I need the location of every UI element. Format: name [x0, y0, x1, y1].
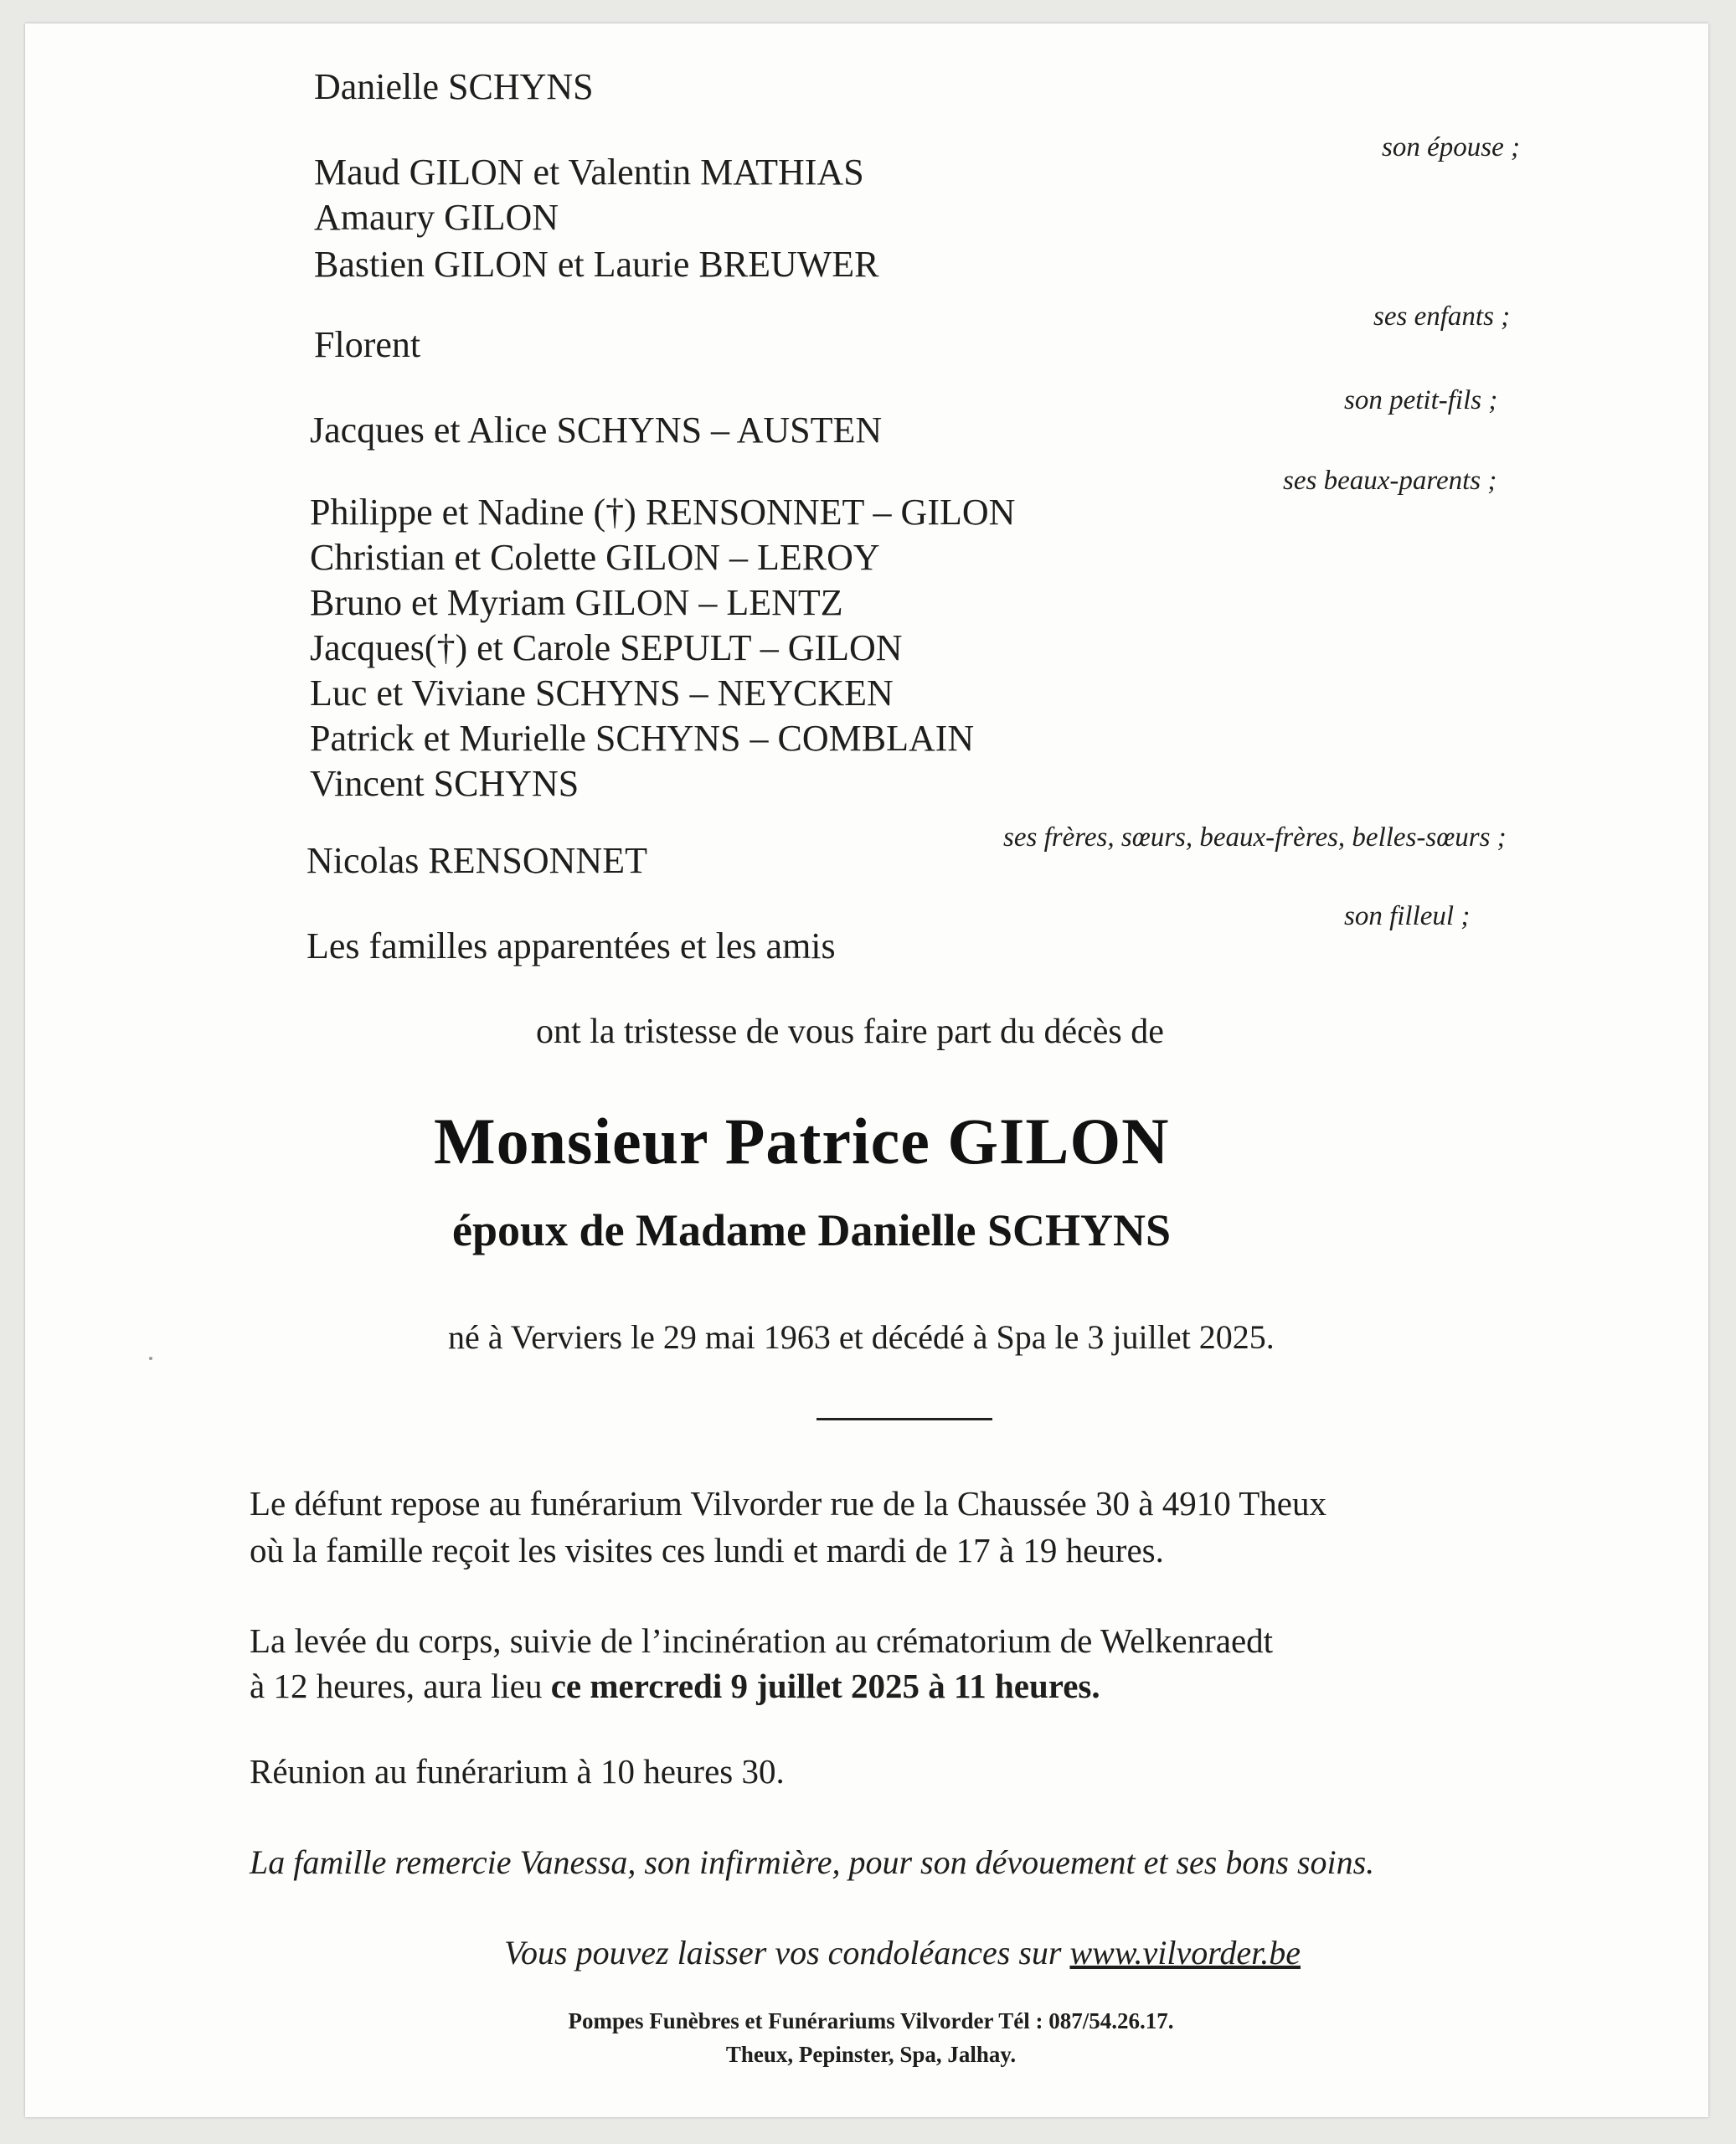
family-name: Jacques(†) et Carole SEPULT – GILON [310, 627, 903, 668]
relation-label: son filleul ; [1344, 901, 1471, 931]
divider [816, 1418, 992, 1420]
spouse-line: époux de Madame Danielle SCHYNS [452, 1205, 1172, 1255]
family-name: Les familles apparentées et les amis [307, 925, 836, 966]
family-name: Florent [314, 324, 421, 365]
family-name: Amaury GILON [314, 197, 559, 238]
visiting-hours-line: où la famille reçoit les visites ces lundi et mardi de 17 à 19 heures. [250, 1531, 1164, 1569]
relation-label: son épouse ; [1382, 132, 1520, 162]
family-name: Patrick et Murielle SCHYNS – COMBLAIN [310, 718, 975, 759]
family-name: Bastien GILON et Laurie BREUWER [314, 244, 879, 285]
ceremony-time-text: à 12 heures, aura lieu [250, 1667, 551, 1705]
thanks-line: La famille remercie Vanessa, son infirmière, pour son dévouement et ses bons soins. [250, 1843, 1375, 1881]
family-name: Nicolas RENSONNET [307, 840, 647, 881]
ceremony-line: La levée du corps, suivie de l’incinération au crématorium de Welkenraedt [250, 1621, 1274, 1660]
deceased-name: Monsieur Patrice GILON [434, 1105, 1170, 1178]
family-name: Maud GILON et Valentin MATHIAS [314, 152, 864, 193]
relation-label: ses enfants ; [1373, 302, 1511, 332]
condolences-text: Vous pouvez laisser vos condoléances sur [504, 1934, 1070, 1971]
family-name: Christian et Colette GILON – LEROY [310, 537, 880, 578]
scan-speck [149, 1357, 152, 1360]
condolences-line [504, 1933, 1301, 1972]
funeral-home-contact: Pompes Funèbres et Funérariums Vilvorder Tél : 087/54.26.17. [568, 2008, 1174, 2033]
family-name: Jacques et Alice SCHYNS – AUSTEN [310, 410, 883, 451]
relation-label: ses frères, sœurs, beaux-frères, belles-sœurs ; [1003, 822, 1507, 853]
condolences-link[interactable]: www.vilvorder.be [1069, 1934, 1301, 1971]
funeral-home-locations: Theux, Pepinster, Spa, Jalhay. [725, 2042, 1017, 2067]
meeting-line: Réunion au funérarium à 10 heures 30. [250, 1752, 785, 1791]
announcement-intro: ont la tristesse de vous faire part du décès de [536, 1013, 1164, 1051]
relation-label: ses beaux-parents ; [1283, 466, 1497, 496]
obituary-sheet [25, 23, 1708, 2117]
relation-label: son petit-fils ; [1344, 385, 1498, 415]
family-name: Luc et Viviane SCHYNS – NEYCKEN [310, 673, 894, 714]
rest-location-line: Le défunt repose au funérarium Vilvorder rue de la Chaussée 30 à 4910 Theux [250, 1484, 1326, 1523]
family-name: Bruno et Myriam GILON – LENTZ [310, 582, 843, 623]
ceremony-line-2 [250, 1663, 1100, 1708]
family-name: Vincent SCHYNS [310, 763, 580, 804]
ceremony-date-text: ce mercredi 9 juillet 2025 à 11 heures. [550, 1667, 1100, 1705]
family-name: Danielle SCHYNS [314, 66, 594, 107]
birth-death-dates: né à Verviers le 29 mai 1963 et décédé à Spa le 3 juillet 2025. [448, 1318, 1275, 1356]
family-name: Philippe et Nadine (†) RENSONNET – GILON [310, 492, 1016, 533]
